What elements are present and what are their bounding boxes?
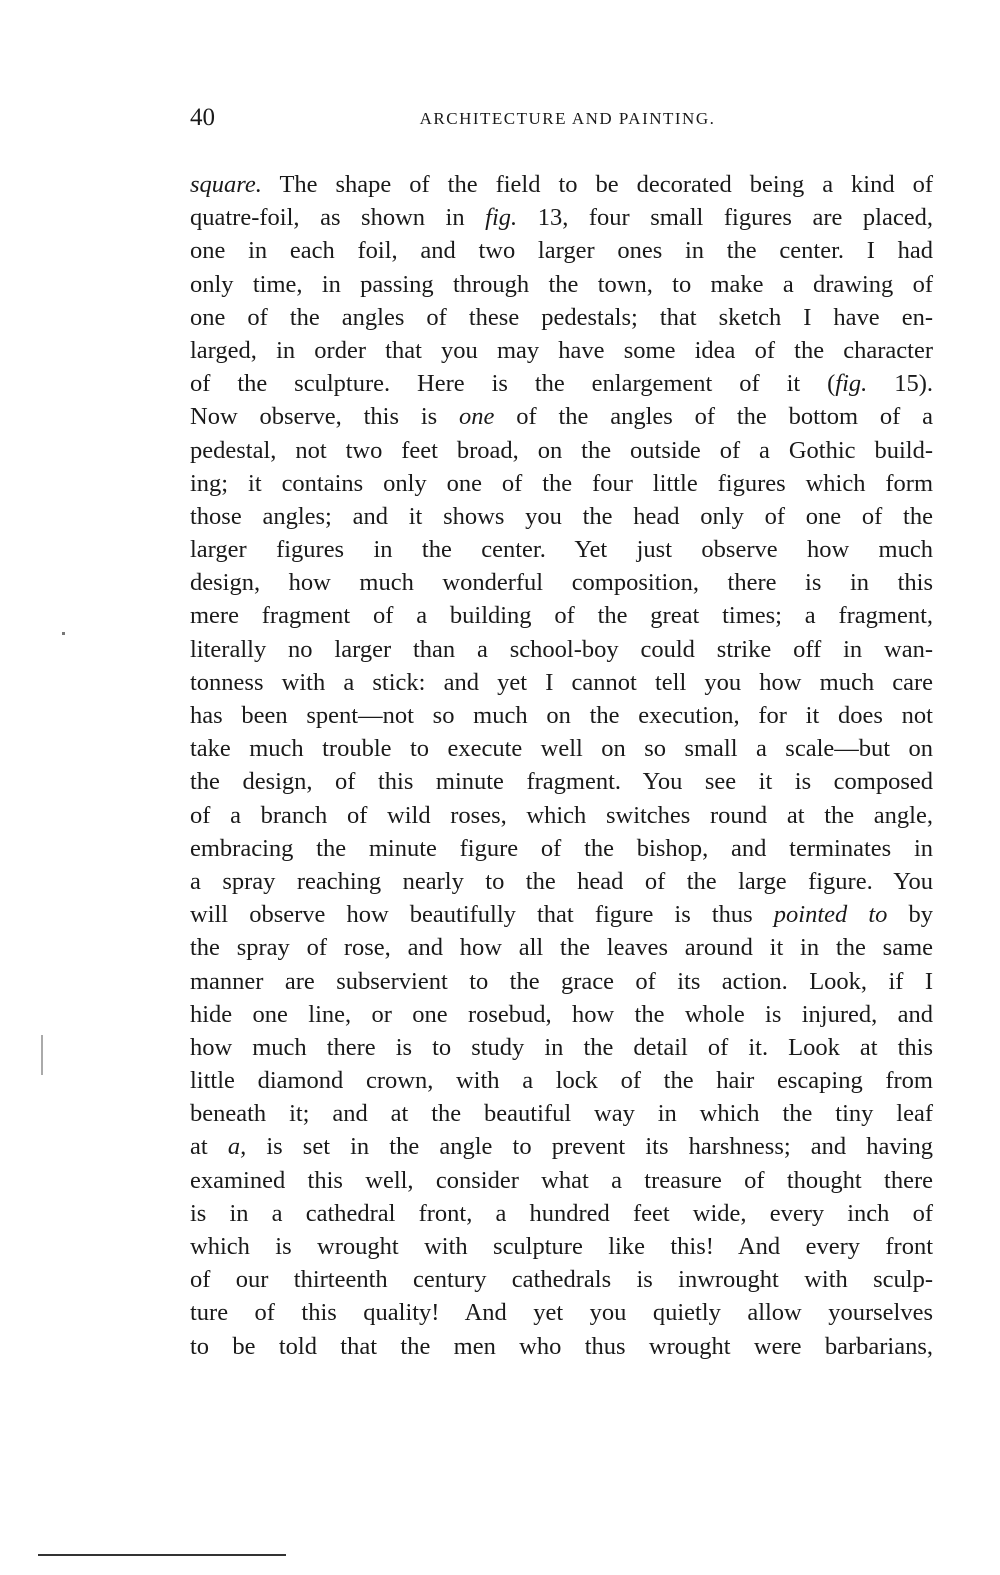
- page-number: 40: [190, 104, 215, 131]
- text-segment: to be told that the men who thus wrought were barbarians,: [190, 1332, 933, 1360]
- text-segment: quatre-foil, as shown in: [190, 204, 486, 232]
- text-line: [190, 1230, 933, 1263]
- text-line: [190, 1130, 933, 1163]
- text-segment: beneath it; and at the beautiful way in which the tiny leaf: [190, 1100, 933, 1128]
- text-segment: little diamond crown, with a lock of the hair escaping from: [190, 1067, 933, 1095]
- italic-text: pointed to: [773, 901, 888, 929]
- text-line: [190, 898, 933, 931]
- text-segment: embracing the minute figure of the bishop, and terminates in: [190, 834, 933, 862]
- text-segment: is in a cathedral front, a hundred feet wide, every inch of: [190, 1199, 933, 1227]
- text-line: [190, 832, 933, 865]
- text-line: [190, 234, 933, 267]
- italic-text: one: [459, 403, 495, 431]
- text-segment: by: [887, 901, 933, 929]
- text-line: [190, 965, 933, 998]
- text-segment: how much there is to study in the detail of it. Look at this: [190, 1033, 933, 1061]
- text-segment: pedestal, not two feet broad, on the outside of a Gothic build-: [190, 436, 933, 464]
- text-line: [190, 1330, 933, 1363]
- text-segment: 13, four small figures are placed,: [517, 204, 933, 232]
- text-segment: which is wrought with sculpture like this! And every front: [190, 1233, 933, 1260]
- text-line: [190, 1296, 933, 1329]
- text-segment: a spray reaching nearly to the head of the large figure. You: [190, 867, 933, 895]
- text-segment: literally no larger than a school-boy could strike off in wan-: [190, 635, 933, 663]
- text-segment: larger figures in the center. Yet just observe how much: [190, 536, 933, 564]
- running-header: [190, 104, 935, 140]
- text-line: [190, 633, 933, 666]
- text-segment: has been spent—not so much on the execution, for it does not: [190, 702, 933, 729]
- text-segment: The shape of the field to be decorated being a kind of: [261, 171, 933, 198]
- italic-text: fig.: [485, 204, 518, 232]
- text-line: [190, 699, 933, 732]
- text-line: [190, 1097, 933, 1130]
- text-line: [190, 865, 933, 898]
- italic-text: fig.: [835, 370, 868, 398]
- italic-text: square.: [190, 171, 262, 198]
- text-segment: examined this well, consider what a treasure of thought there: [190, 1166, 933, 1194]
- running-title: ARCHITECTURE AND PAINTING.: [419, 109, 716, 128]
- text-segment: Now observe, this is: [190, 403, 460, 431]
- body-text: [190, 168, 933, 1363]
- text-segment: design, how much wonderful composition, there is in this: [190, 569, 933, 597]
- bottom-rule: [38, 1554, 286, 1556]
- text-line: [190, 931, 933, 964]
- text-line: [190, 301, 933, 334]
- text-segment: manner are subservient to the grace of its action. Look, if I: [190, 967, 933, 995]
- text-line: [190, 533, 933, 566]
- text-segment: the spray of rose, and how all the leaves around it in the same: [190, 934, 933, 962]
- text-segment: tonness with a stick: and yet I cannot tell you how much care: [190, 668, 933, 696]
- text-segment: take much trouble to execute well on so small a scale—but on: [190, 735, 933, 763]
- text-line: [190, 765, 933, 798]
- text-line: [190, 1197, 933, 1230]
- text-line: [190, 334, 933, 367]
- text-line: [190, 1031, 933, 1064]
- text-line: [190, 367, 933, 400]
- text-segment: of our thirteenth century cathedrals is inwrought with sculp-: [190, 1266, 933, 1294]
- text-line: [190, 666, 933, 699]
- text-segment: mere fragment of a building of the great times; a fragment,: [190, 602, 933, 630]
- text-segment: larged, in order that you may have some idea of the character: [190, 336, 933, 364]
- text-line: [190, 168, 933, 201]
- text-line: [190, 434, 933, 467]
- text-segment: will observe how beautifully that figure is thus: [190, 901, 774, 929]
- text-segment: at: [190, 1133, 228, 1161]
- text-line: [190, 566, 933, 599]
- text-line: [190, 1263, 933, 1296]
- text-segment: ture of this quality! And yet you quietly allow yourselves: [190, 1299, 933, 1327]
- text-segment: of a branch of wild roses, which switches round at the angle,: [190, 801, 933, 829]
- text-segment: one of the angles of these pedestals; that sketch I have en-: [190, 303, 933, 331]
- text-line: [190, 500, 933, 533]
- text-line: [190, 400, 933, 433]
- text-segment: of the angles of the bottom of a: [494, 403, 933, 431]
- scan-speck: [62, 632, 65, 635]
- text-segment: one in each foil, and two larger ones in the center. I had: [190, 237, 933, 265]
- text-segment: those angles; and it shows you the head only of one of the: [190, 502, 933, 530]
- text-line: [190, 799, 933, 832]
- text-segment: the design, of this minute fragment. You see it is composed: [190, 768, 933, 796]
- text-line: [190, 268, 933, 301]
- text-line: [190, 998, 933, 1031]
- text-line: [190, 599, 933, 632]
- text-segment: of the sculpture. Here is the enlargement of it (: [190, 370, 836, 398]
- text-segment: hide one line, or one rosebud, how the whole is injured, and: [190, 1000, 933, 1028]
- text-line: [190, 1064, 933, 1097]
- text-line: [190, 732, 933, 765]
- text-line: [190, 467, 933, 500]
- text-segment: ing; it contains only one of the four little figures which form: [190, 469, 933, 497]
- text-segment: only time, in passing through the town, to make a drawing of: [190, 270, 933, 298]
- text-line: [190, 1164, 933, 1197]
- italic-text: a,: [227, 1133, 247, 1161]
- scan-speck: [41, 1035, 43, 1075]
- text-segment: 15).: [867, 370, 933, 398]
- text-line: [190, 201, 933, 234]
- text-segment: is set in the angle to prevent its harshness; and having: [246, 1133, 933, 1161]
